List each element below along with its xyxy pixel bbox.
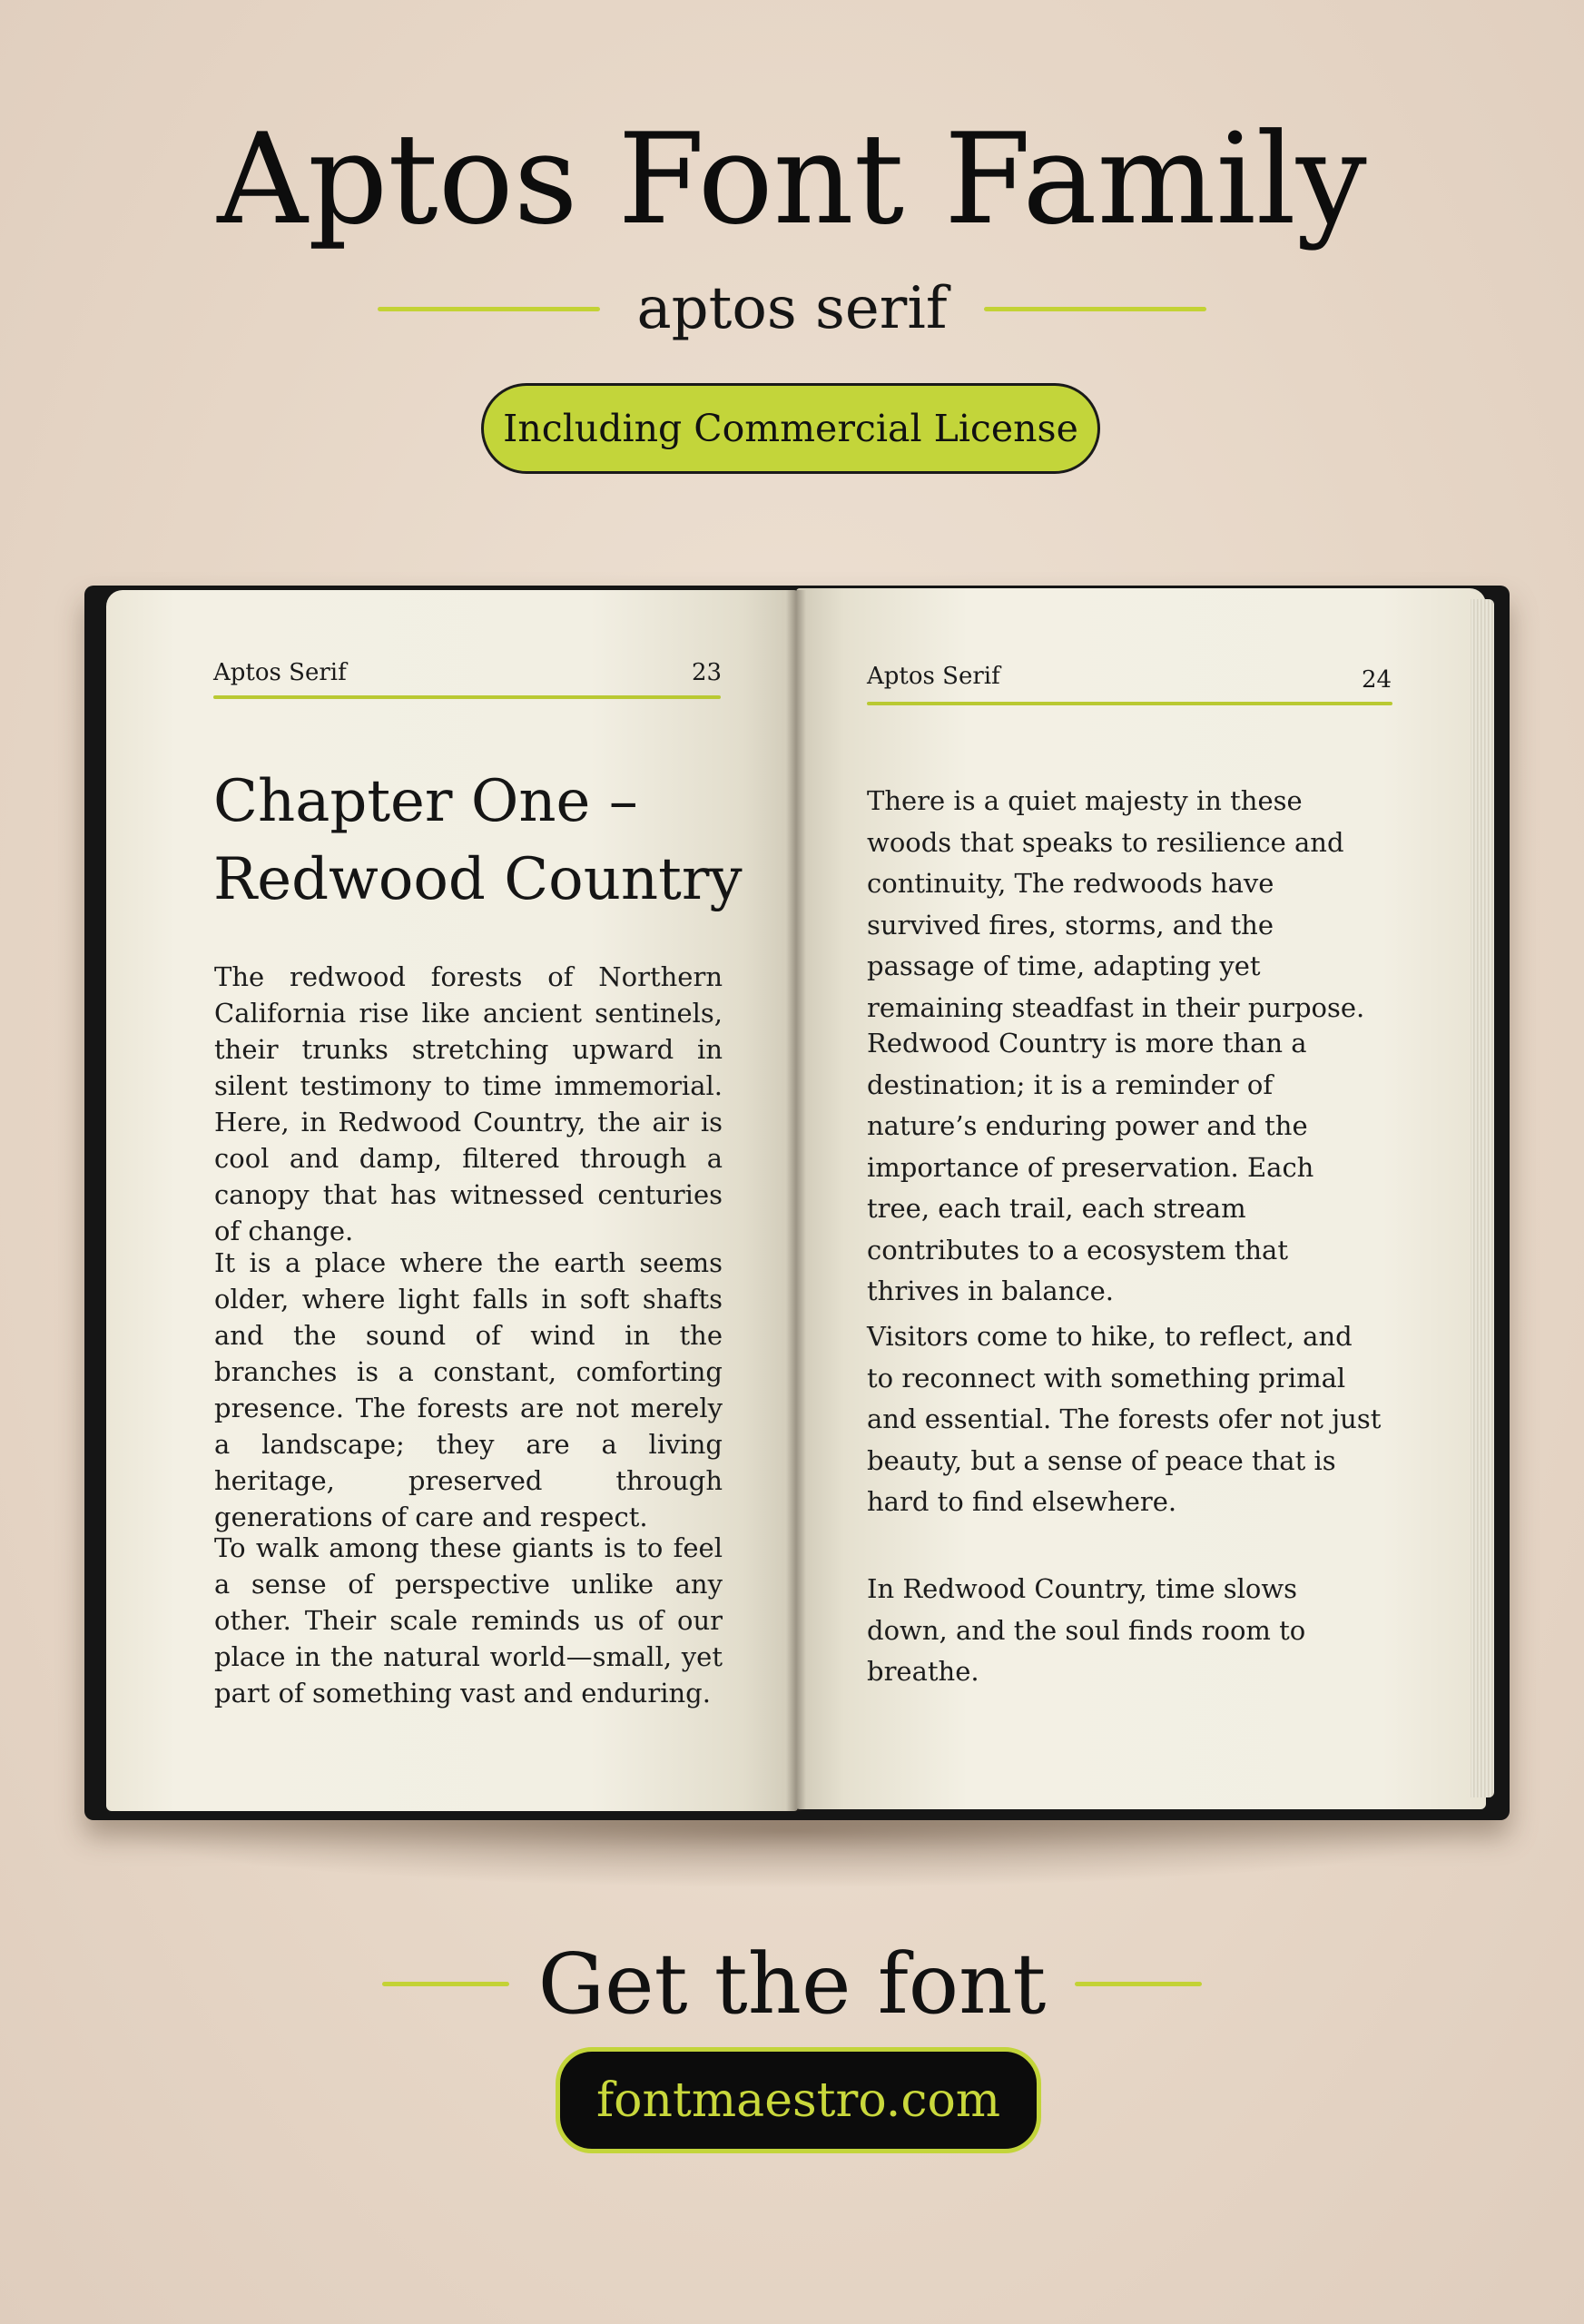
right-paragraph-2: Redwood Country is more than a destination; it is a reminder of nature’s enduring power and the importance of preservation. Each tree, each trail, each stream contributes to a ecosystem that thrives in balance. <box>867 1028 1314 1306</box>
cta-right-rule <box>1075 1982 1202 1986</box>
page-edges <box>1471 599 1494 1797</box>
chapter-title <box>213 763 743 919</box>
right-paragraph-3: Visitors come to hike, to reflect, and to reconnect with something primal and essential. The forests ofer not just beauty, but a sense of peace that is hard to find elsewhere. <box>867 1321 1382 1517</box>
get-the-font-heading: Get the font <box>537 1935 1047 2033</box>
subtitle-left-rule <box>378 307 600 311</box>
book-gutter <box>786 590 806 1811</box>
subtitle: aptos serif <box>636 275 948 342</box>
cta-row <box>0 1935 1584 2033</box>
chapter-title-line1: Chapter One – <box>213 768 638 835</box>
website-link[interactable]: fontmaestro.com <box>556 2047 1041 2153</box>
chapter-title-line2: Redwood Country <box>213 846 743 913</box>
subtitle-row <box>0 272 1584 345</box>
right-running-head: Aptos Serif <box>867 663 1000 690</box>
left-paragraph-2: It is a place where the earth seems older, where light falls in soft shafts and the sound of wind in the branches is a constant, comforting presence. The forests are not merely a landscape; they are a living heritage, preserved through generations of care and respect. <box>214 1247 723 1532</box>
license-badge: Including Commercial License <box>481 383 1100 474</box>
left-page-number: 23 <box>692 659 723 686</box>
left-paragraph-3: To walk among these giants is to feel a sense of perspective unlike any other. Their scale reminds us of our place in the natural world—small, yet part of something vast and enduring. <box>214 1532 723 1709</box>
left-running-head: Aptos Serif <box>213 659 347 686</box>
cta-left-rule <box>382 1982 509 1986</box>
right-head-rule <box>867 702 1392 705</box>
left-head-rule <box>213 695 721 699</box>
right-paragraph-1: There is a quiet majesty in these woods that speaks to resilience and continuity, The redwoods have survived fires, storms, and the passage of time, adapting yet remaining steadfast in their purpose. <box>867 785 1365 1023</box>
right-paragraph-4: In Redwood Country, time slows down, and the soul finds room to breathe. <box>867 1573 1306 1687</box>
left-paragraph-1: The redwood forests of Northern California rise like ancient sentinels, their trunks stretching upward in silent testimony to time immemorial. Here, in Redwood Country, the air is cool and damp, filtered through a canopy that has witnessed centuries of change. <box>214 961 723 1246</box>
right-page-number: 24 <box>1362 666 1392 694</box>
poster-title: Aptos Font Family <box>217 106 1367 252</box>
subtitle-right-rule <box>984 307 1206 311</box>
